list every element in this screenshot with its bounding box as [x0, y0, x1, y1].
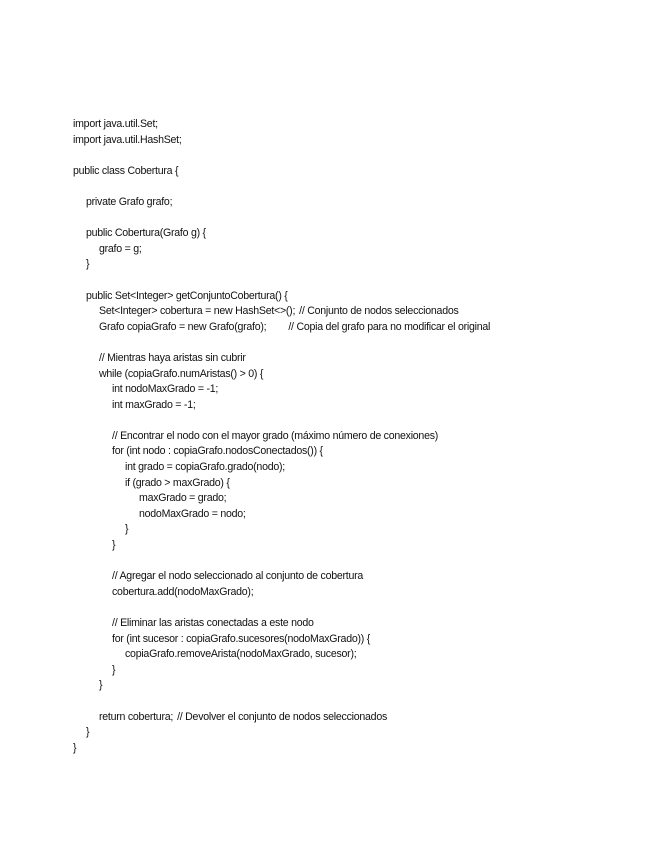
blank-line — [73, 554, 633, 570]
blank-line — [73, 148, 633, 164]
code-line — [73, 320, 633, 336]
code-line: public Cobertura(Grafo g) { — [86, 227, 206, 240]
code-line: grafo = g; — [99, 242, 142, 255]
code-comment-line: // Mientras haya aristas sin cubrir — [99, 351, 246, 364]
code-line: copiaGrafo.removeArista(nodoMaxGrado, sucesor); — [125, 648, 357, 661]
code-line: int grado = copiaGrafo.grado(nodo); — [125, 461, 285, 474]
code-line: } — [99, 679, 103, 692]
code-line: } — [73, 741, 77, 754]
code-line: } — [86, 258, 90, 271]
code-comment: // Conjunto de nodos seleccionados — [299, 305, 459, 318]
code-line: public Set<Integer> getConjuntoCobertura() { — [86, 289, 288, 302]
code-line: int maxGrado = -1; — [112, 398, 196, 411]
code-comment-line: // Encontrar el nodo con el mayor grado (máximo número de conexiones) — [112, 429, 439, 442]
code-line: while (copiaGrafo.numAristas() > 0) { — [99, 367, 264, 380]
code-comment: // Copia del grafo para no modificar el original — [288, 320, 491, 333]
code-line: } — [86, 726, 90, 739]
code-line: for (int nodo : copiaGrafo.nodosConectados()) { — [112, 445, 323, 458]
code-line: } — [112, 539, 116, 552]
code-comment-line: // Agregar el nodo seleccionado al conjunto de cobertura — [112, 570, 364, 583]
code-comment: // Devolver el conjunto de nodos seleccionados — [177, 710, 388, 723]
code-text: Grafo copiaGrafo = new Grafo(grafo); — [99, 320, 267, 333]
code-line: for (int sucesor : copiaGrafo.sucesores(nodoMaxGrado)) { — [112, 632, 371, 645]
blank-line — [73, 211, 633, 227]
code-line: } — [112, 663, 116, 676]
code-text: return cobertura; — [99, 710, 174, 723]
blank-line — [73, 694, 633, 710]
blank-line — [73, 179, 633, 195]
code-listing — [73, 117, 633, 756]
code-comment-line: // Eliminar las aristas conectadas a este nodo — [112, 617, 314, 629]
blank-line — [73, 273, 633, 289]
code-line: public class Cobertura { — [73, 164, 179, 177]
code-line: nodoMaxGrado = nodo; — [139, 507, 246, 520]
code-line: import java.util.HashSet; — [73, 133, 182, 146]
code-line — [73, 710, 633, 726]
blank-line — [73, 600, 633, 616]
code-line — [73, 304, 633, 320]
blank-line — [73, 335, 633, 351]
code-line: maxGrado = grado; — [139, 492, 227, 505]
blank-line — [73, 413, 633, 429]
code-line: private Grafo grafo; — [86, 195, 173, 208]
code-line: int nodoMaxGrado = -1; — [112, 383, 219, 396]
code-line: } — [125, 523, 129, 536]
code-text: Set<Integer> cobertura = new HashSet<>(); — [99, 305, 296, 318]
code-line: if (grado > maxGrado) { — [125, 476, 230, 489]
code-line: cobertura.add(nodoMaxGrado); — [112, 585, 254, 598]
code-line: import java.util.Set; — [73, 118, 158, 130]
